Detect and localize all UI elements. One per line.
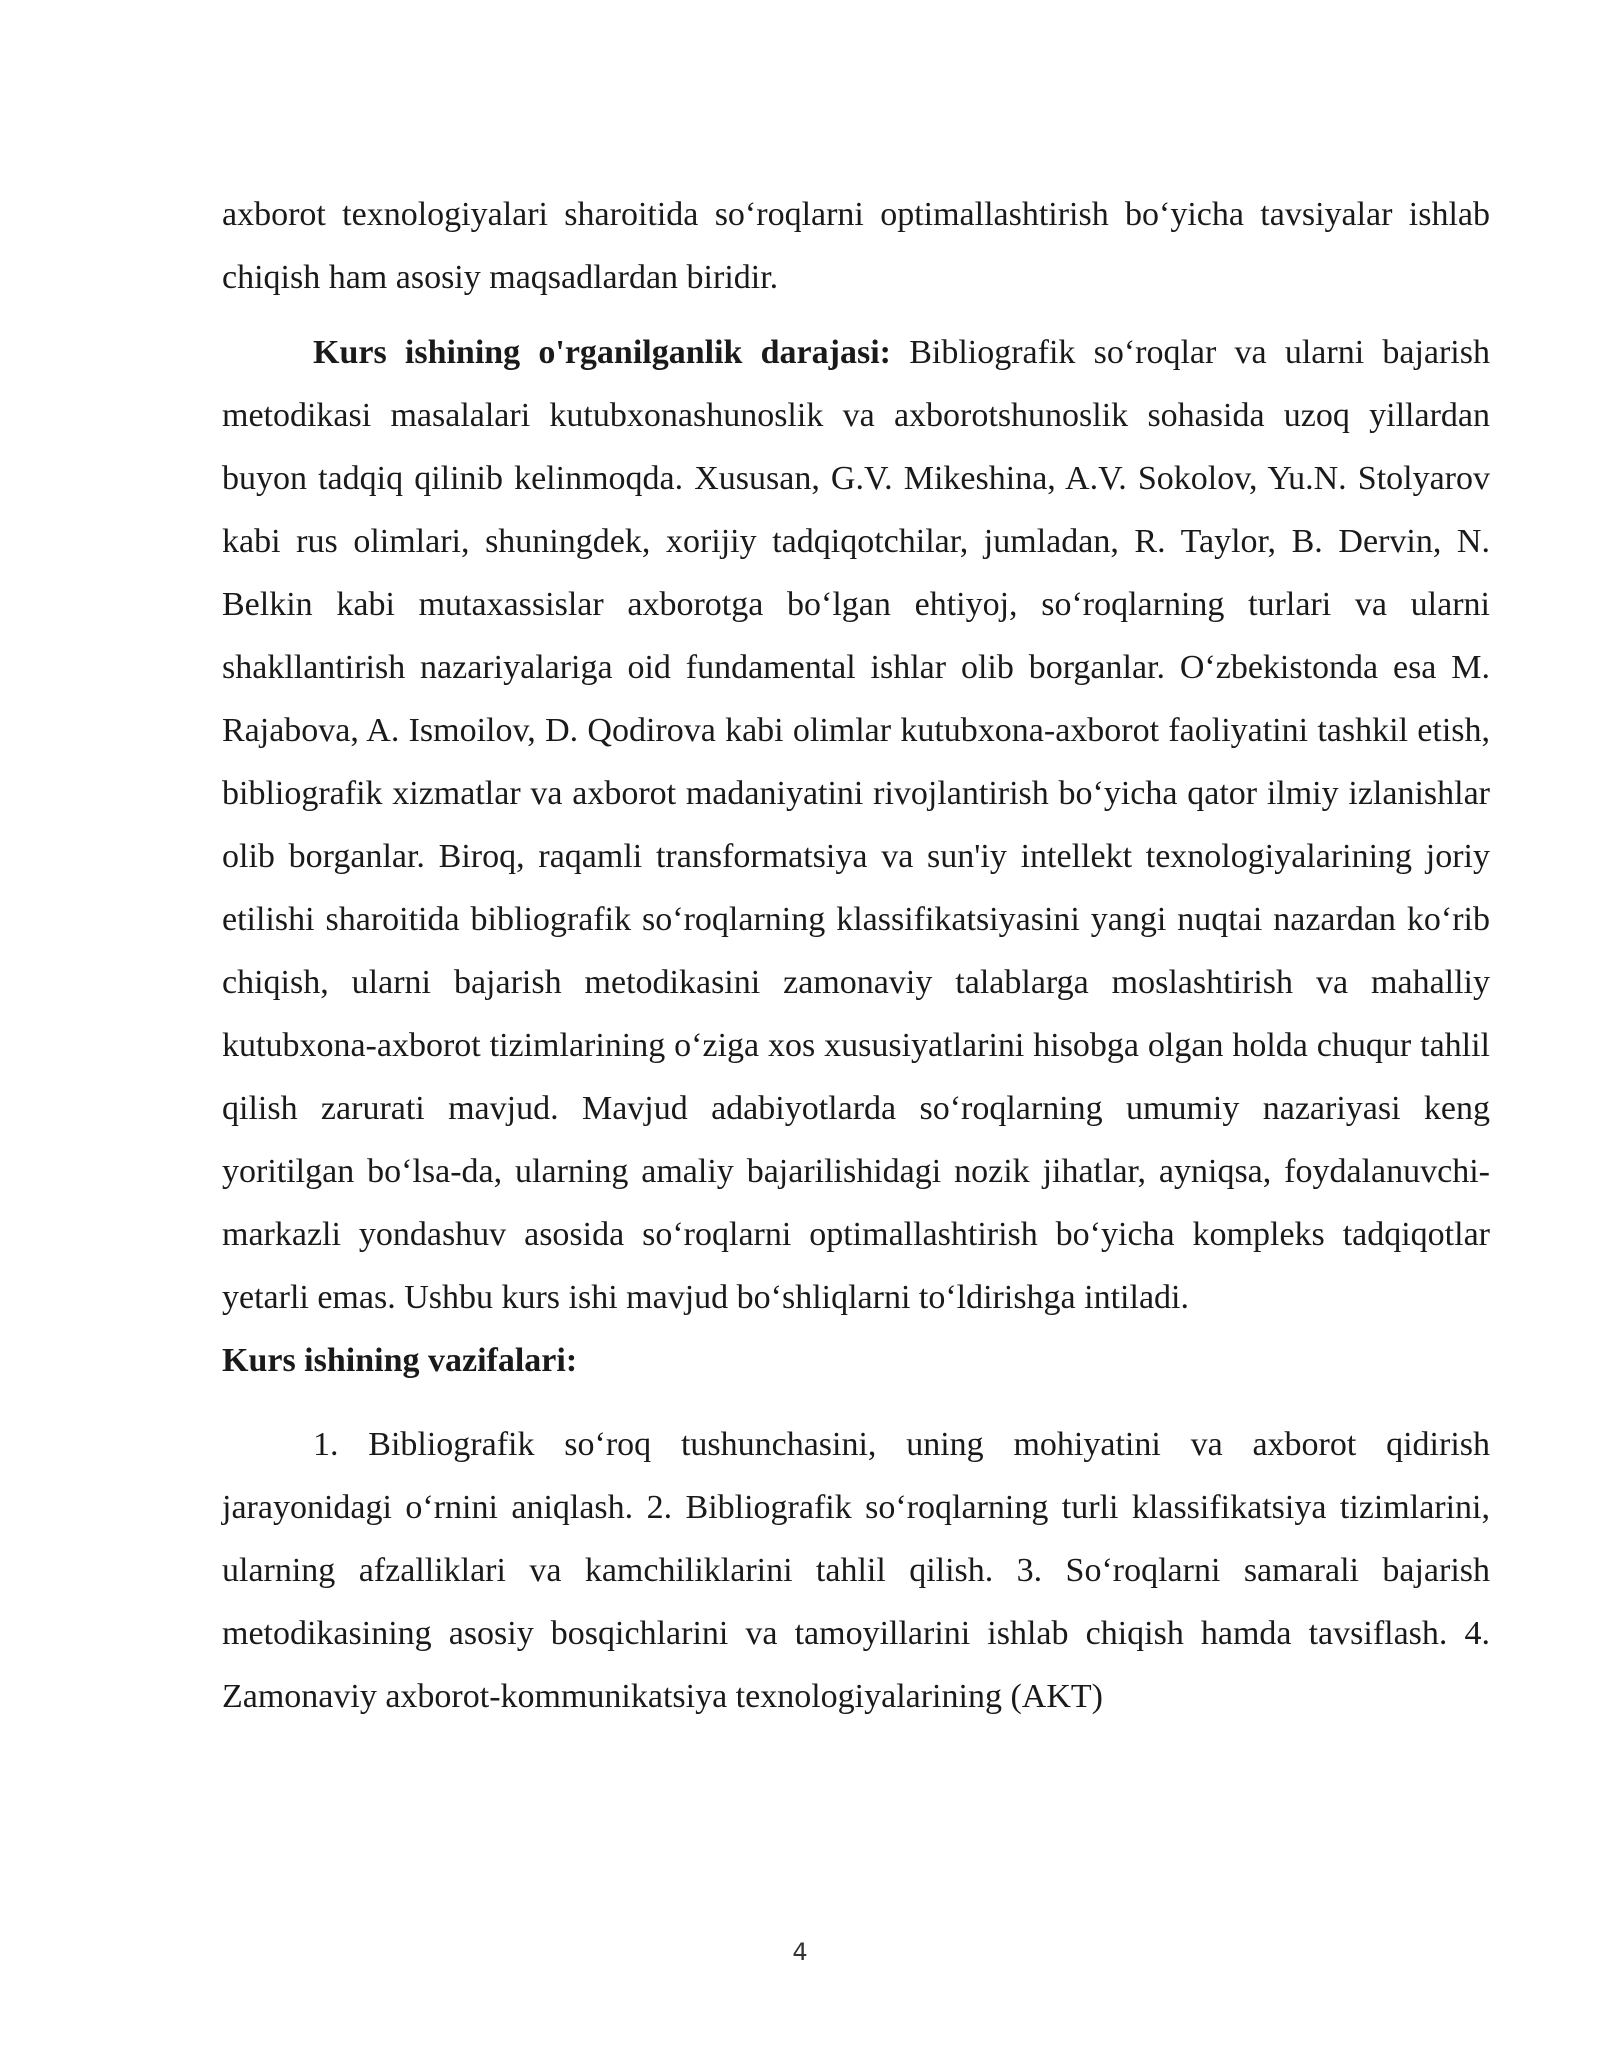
study-level-paragraph [222,321,1490,1329]
tasks-text: 1. Bibliografik so‘roq tushunchasini, uning mohiyatini va axborot qidirish jarayonidagi o‘rnini aniqlash. 2. Bibliografik so‘roqlarning turli klassifikatsiya tizimlarini, ularning afzalliklari va kamchiliklarini tahlil qilish. 3. So‘roqlarni samarali bajarish metodikasining asosiy bosqichlarini va tamoyillarini ishlab chiqish hamda tavsiflash. 4. Zamonaviy axborot-kommunikatsiya texnologiyalarining (AKT) [222,1426,1490,1715]
intro-paragraph [222,183,1490,309]
page-number: 4 [792,1938,808,1966]
tasks-heading: Kurs ishining vazifalari: [222,1342,578,1379]
study-level-label: Kurs ishining o'rganilganlik darajasi: [313,334,891,371]
document-page [222,183,1490,1728]
tasks-paragraph [222,1413,1490,1728]
study-level-text: Bibliografik so‘roqlar va ularni bajarish metodikasi masalalari kutubxonashunoslik va axborotshunoslik sohasida uzoq yillardan buyon tadqiq qilinib kelinmoqda. Xususan, G.V. Mikeshina, A.V. Sokolov, Yu.N. Stolyarov kabi rus olimlari, shuningdek, xorijiy tadqiqotchilar, jumladan, R. Taylor, B. Dervin, N. Belkin kabi mutaxassislar axborotga bo‘lgan ehtiyoj, so‘roqlarning turlari va ularni shakllantirish nazariyalariga oid fundamental ishlar olib borganlar. O‘zbekistonda esa M. Rajabova, A. Ismoilov, D. Qodirova kabi olimlar kutubxona-axborot faoliyatini tashkil etish, bibliografik xizmatlar va axborot madaniyatini rivojlantirish bo‘yicha qator ilmiy izlanishlar olib borganlar. Biroq, raqamli transformatsiya va sun'iy intellekt texnologiyalarining joriy etilishi sharoitida bibliografik so‘roqlarning klassifikatsiyasini yangi nuqtai nazardan ko‘rib chiqish, ularni bajarish metodikasini zamonaviy talablarga moslashtirish va mahalliy kutubxona-axborot tizimlarining o‘ziga xos xususiyatlarini hisobga olgan holda chuqur tahlil qilish zarurati mavjud. Mavjud adabiyotlarda so‘roqlarning umumiy nazariyasi keng yoritilgan bo‘lsa-da, ularning amaliy bajarilishidagi nozik jihatlar, ayniqsa, foydalanuvchi-markazli yondashuv asosida so‘roqlarni optimallashtirish bo‘yicha kompleks tadqiqotlar yetarli emas. Ushbu kurs ishi mavjud bo‘shliqlarni to‘ldirishga intiladi. [222,334,1490,1316]
intro-text: axborot texnologiyalari sharoitida so‘roqlarni optimallashtirish bo‘yicha tavsiyalar ishlab chiqish ham asosiy maqsadlardan biridir. [222,196,1490,296]
